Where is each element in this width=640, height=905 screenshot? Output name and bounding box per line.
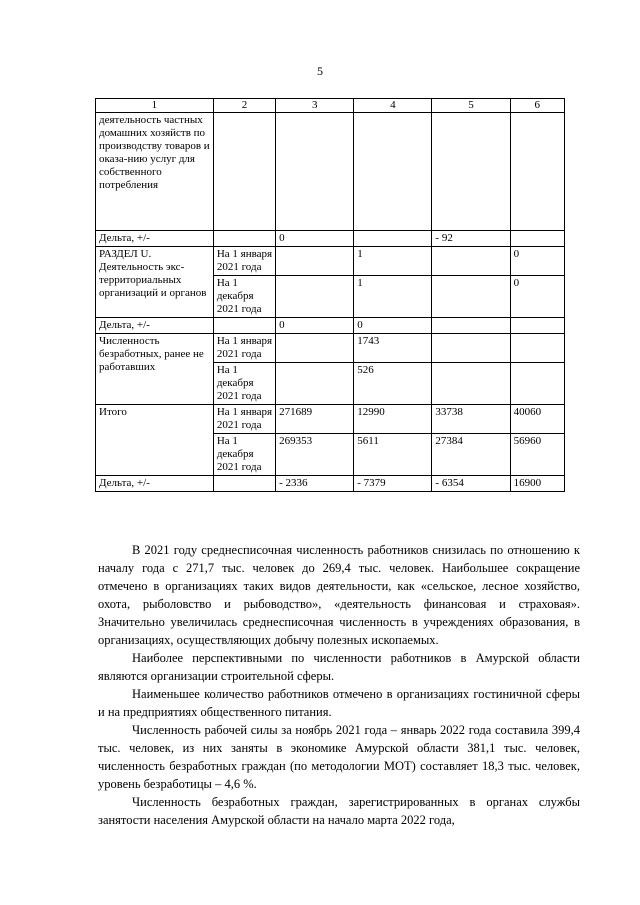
table-cell — [276, 334, 354, 363]
table-cell — [213, 113, 275, 231]
table-cell — [510, 113, 564, 231]
table-row — [96, 231, 565, 247]
table-row — [96, 476, 565, 492]
table-row — [96, 318, 565, 334]
paragraph: Численность рабочей силы за ноябрь 2021 года – январь 2022 года составила 399,4 тыс. человек, из них заняты в экономике Амурской области 381,1 тыс. человек, численность безработных граждан (по методологии МОТ) составляет 18,3 тыс. человек, уровень безработицы – 4,6 %. — [98, 723, 580, 791]
table-cell: 12990 — [354, 405, 432, 434]
body-text — [98, 541, 580, 829]
page-number: 5 — [317, 64, 323, 78]
row-label: Дельта, +/- — [96, 318, 214, 334]
row-label: Дельта, +/- — [96, 476, 214, 492]
table-cell — [432, 363, 510, 405]
table-cell: - 7379 — [354, 476, 432, 492]
date-cell: На 1 января 2021 года — [213, 334, 275, 363]
table-cell — [510, 363, 564, 405]
date-cell: На 1 декабря 2021 года — [213, 276, 275, 318]
table-cell: 1743 — [354, 334, 432, 363]
table-cell — [276, 363, 354, 405]
table-cell: 0 — [510, 276, 564, 318]
table-cell: 0 — [354, 318, 432, 334]
table-cell: 27384 — [432, 434, 510, 476]
table-cell — [432, 247, 510, 276]
table-cell: 1 — [354, 247, 432, 276]
row-label: деятельность частных домашних хозяйств по производству товаров и оказа-нию услуг для собственного потребления — [96, 113, 214, 231]
table-cell: - 6354 — [432, 476, 510, 492]
table-cell — [432, 334, 510, 363]
header-cell: 6 — [510, 99, 564, 113]
table-cell — [276, 247, 354, 276]
date-cell: На 1 декабря 2021 года — [213, 363, 275, 405]
table-cell: 16900 — [510, 476, 564, 492]
table-row — [96, 113, 565, 231]
header-cell: 2 — [213, 99, 275, 113]
table-cell — [213, 476, 275, 492]
table-cell: 0 — [276, 318, 354, 334]
row-label: Дельта, +/- — [96, 231, 214, 247]
table-header-row — [96, 99, 565, 113]
table-cell: 56960 — [510, 434, 564, 476]
paragraph: Наиболее перспективными по численности работников в Амурской области являются организации строительной сферы. — [98, 651, 580, 683]
header-cell: 4 — [354, 99, 432, 113]
table-cell — [354, 113, 432, 231]
table-cell: - 92 — [432, 231, 510, 247]
table-cell — [432, 318, 510, 334]
table-cell — [213, 318, 275, 334]
table-cell: - 2336 — [276, 476, 354, 492]
data-table — [95, 98, 565, 492]
table-cell: 0 — [276, 231, 354, 247]
table-cell — [213, 231, 275, 247]
row-label: Численность безработных, ранее не работавших — [96, 334, 214, 405]
table-cell — [510, 334, 564, 363]
table-row — [96, 405, 565, 434]
table-row — [96, 247, 565, 276]
table-cell — [510, 318, 564, 334]
table-cell — [432, 276, 510, 318]
table-cell: 0 — [510, 247, 564, 276]
date-cell: На 1 января 2021 года — [213, 247, 275, 276]
date-cell: На 1 января 2021 года — [213, 405, 275, 434]
row-label: Итого — [96, 405, 214, 476]
table-cell: 33738 — [432, 405, 510, 434]
header-cell: 1 — [96, 99, 214, 113]
table-cell — [510, 231, 564, 247]
header-cell: 3 — [276, 99, 354, 113]
header-cell: 5 — [432, 99, 510, 113]
table-cell — [276, 276, 354, 318]
row-label: РАЗДЕЛ U. Деятельность экс-территориальных организаций и органов — [96, 247, 214, 318]
table-cell — [354, 231, 432, 247]
table-row — [96, 334, 565, 363]
table-cell: 271689 — [276, 405, 354, 434]
paragraph: В 2021 году среднесписочная численность работников снизилась по отношению к началу года с 271,7 тыс. человек до 269,4 тыс. человек. Наибольшее сокращение отмечено в организациях таких видов деятельности, как «сельское, лесное хозяйство, охота, рыболовство и рыбоводство», «деятельность финансовая и страховая». Значительно увеличилась среднесписочная численность в учреждениях образования, в организациях, осуществляющих добычу полезных ископаемых. — [98, 543, 580, 647]
date-cell: На 1 декабря 2021 года — [213, 434, 275, 476]
paragraph: Наименьшее количество работников отмечено в организациях гостиничной сферы и на предприятиях общественного питания. — [98, 687, 580, 719]
table-cell: 1 — [354, 276, 432, 318]
paragraph: Численность безработных граждан, зарегистрированных в органах службы занятости населения Амурской области на начало марта 2022 года, — [98, 795, 580, 827]
table-cell: 526 — [354, 363, 432, 405]
table-cell: 40060 — [510, 405, 564, 434]
table-cell — [276, 113, 354, 231]
table-cell: 5611 — [354, 434, 432, 476]
table-cell: 269353 — [276, 434, 354, 476]
table-cell — [432, 113, 510, 231]
